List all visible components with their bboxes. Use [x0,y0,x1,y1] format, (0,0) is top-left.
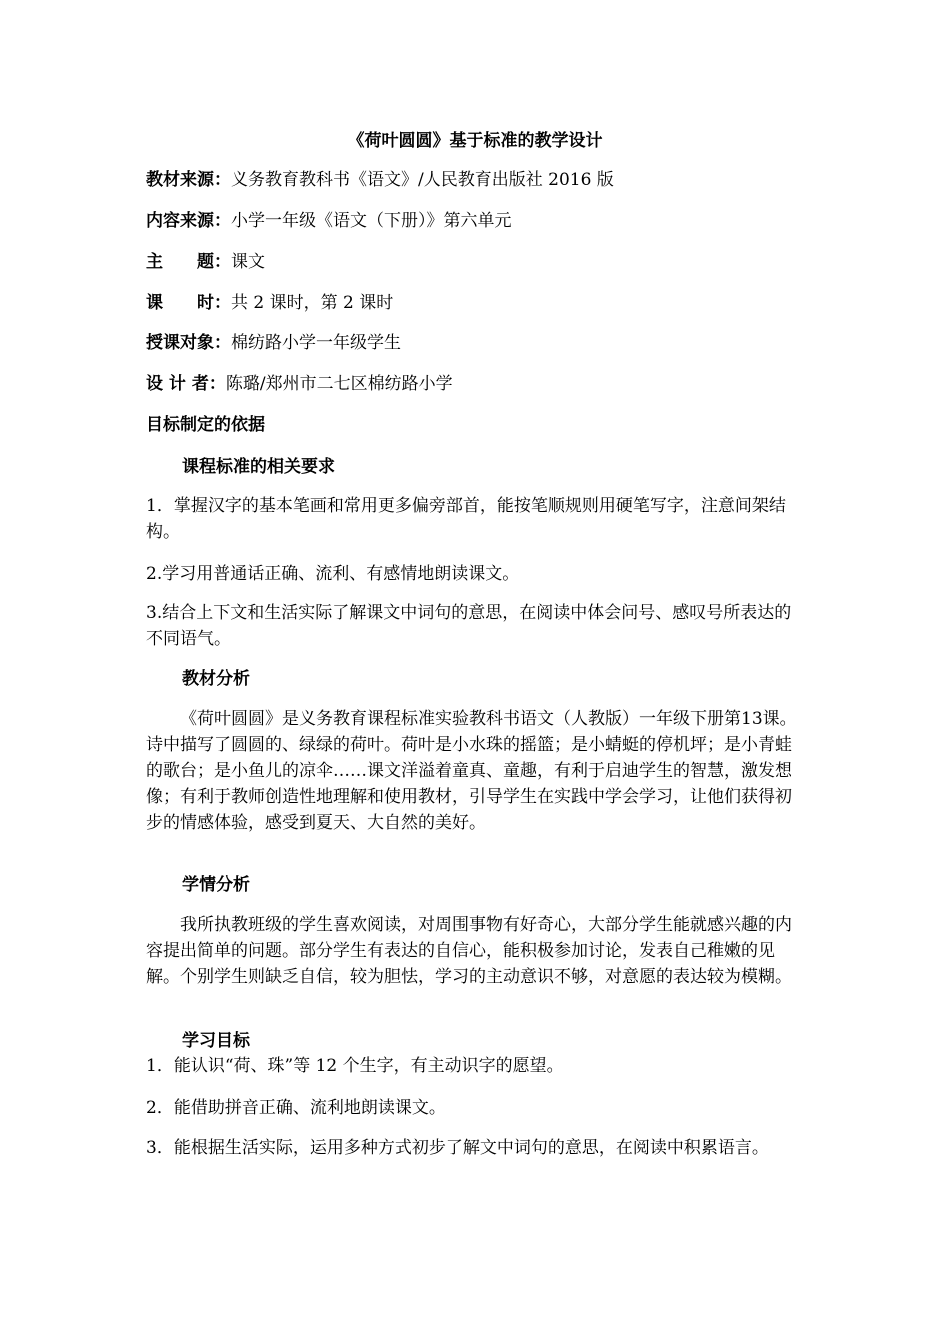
meta-value: 陈璐/郑州市二七区棉纺路小学 [225,374,453,394]
meta-label: 授课对象： [146,333,231,353]
meta-label: 教材来源： [146,170,231,190]
document-title: 《荷叶圆圆》基于标准的教学设计 [347,131,603,151]
meta-label: 课 时： [146,293,231,313]
meta-row-lessons [146,290,806,316]
material-analysis-paragraph: 《荷叶圆圆》是义务教育课程标准实验教科书语文（人教版）一年级下册第13课。诗中描写了圆圆的、绿绿的荷叶。荷叶是小水珠的摇篮；是小蜻蜓的停机坪；是小青蛙的歌台；是小鱼儿的凉伞……课文洋溢着童真、童趣，有利于启迪学生的智慧，激发想像；有利于教师创造性地理解和使用教材，引导学生在实践中学会学习，让他们获得初步的情感体验，感受到夏天、大自然的美好。 [146,709,797,833]
meta-value: 课文 [231,252,265,272]
curriculum-item-1: 1．掌握汉字的基本笔画和常用更多偏旁部首，能按笔顺规则用硬笔写字，注意间架结构。 [146,496,786,542]
meta-row-audience [146,330,806,356]
section-heading-basis: 目标制定的依据 [146,415,265,435]
meta-row-designer [146,371,806,397]
goal-item-3: 3．能根据生活实际，运用多种方式初步了解文中词句的意思，在阅读中积累语言。 [146,1138,769,1158]
meta-value: 棉纺路小学一年级学生 [231,333,401,353]
meta-label: 主 题： [146,252,231,272]
student-analysis-paragraph: 我所执教班级的学生喜欢阅读，对周围事物有好奇心，大部分学生能就感兴趣的内容提出简单的问题。部分学生有表达的自信心，能积极参加讨论，发表自己稚嫩的见解。个别学生则缺乏自信，较为胆怯，学习的主动意识不够，对意愿的表达较为模糊。 [146,915,792,987]
curriculum-item-3: 3.结合上下文和生活实际了解课文中词句的意思，在阅读中体会问号、感叹号所表达的不同语气。 [146,603,792,649]
meta-value: 小学一年级《语文（下册）》第六单元 [231,211,512,231]
meta-row-topic [146,249,806,275]
meta-value: 义务教育教科书《语文》/人民教育出版社 2016 版 [231,170,614,190]
subsection-heading-material: 教材分析 [182,669,250,689]
goal-item-2: 2．能借助拼音正确、流利地朗读课文。 [146,1098,446,1118]
subsection-heading-goals: 学习目标 [182,1031,250,1051]
curriculum-item-2: 2.学习用普通话正确、流利、有感情地朗读课文。 [146,564,520,584]
meta-label: 设 计 者： [146,374,226,394]
meta-label: 内容来源： [146,211,231,231]
subsection-heading-curriculum: 课程标准的相关要求 [182,457,335,477]
meta-row-textbook-source [146,167,806,193]
meta-value: 共 2 课时，第 2 课时 [231,293,394,313]
subsection-heading-students: 学情分析 [182,875,250,895]
goal-item-1: 1．能认识“荷、珠”等 12 个生字，有主动识字的愿望。 [146,1056,564,1076]
meta-row-content-source [146,208,806,234]
